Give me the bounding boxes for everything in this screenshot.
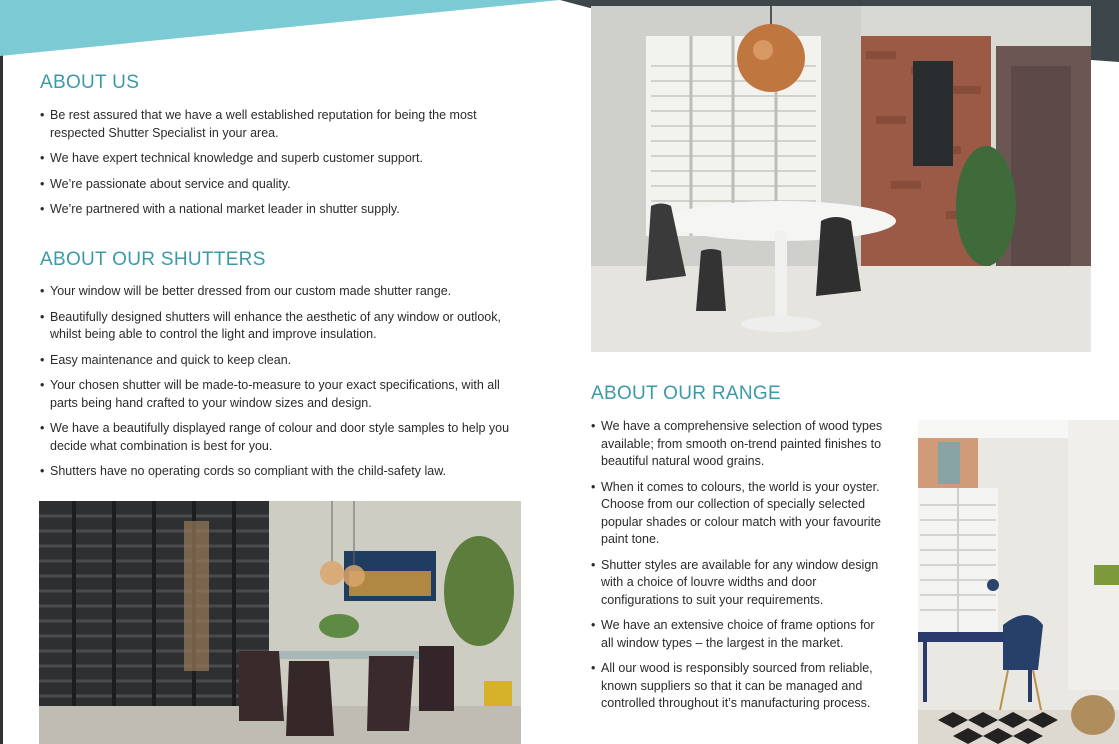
list-item: • Be rest assured that we have a well established reputation for being the most respected Shutter Specialist in your area. xyxy=(40,107,520,142)
page-left-border xyxy=(0,0,3,744)
about-shutters-list xyxy=(40,283,520,489)
list-item: • Your chosen shutter will be made-to-measure to your exact specifications, with all parts being hand crafted to your window sizes and design. xyxy=(40,377,520,412)
list-item: • We have an extensive choice of frame options for all window types – the largest in the market. xyxy=(591,617,889,652)
list-item: • Easy maintenance and quick to keep clean. xyxy=(40,352,520,370)
about-us-heading: ABOUT US xyxy=(40,72,140,93)
list-item: • When it comes to colours, the world is your oyster. Choose from our collection of specially selected popular shades or colour match with your favourite paint tone. xyxy=(591,479,889,549)
list-item: • Shutter styles are available for any window design with a choice of louvre widths and door configurations to suit your requirements. xyxy=(591,557,889,610)
study-white-shutters-photo xyxy=(918,420,1119,744)
about-us-list xyxy=(40,107,520,227)
dining-room-white-shutters-photo xyxy=(591,6,1091,352)
list-item: • All our wood is responsibly sourced from reliable, known suppliers so that it can be managed and controlled throughout it’s manufacturing process. xyxy=(591,660,889,713)
list-item: • We have a comprehensive selection of wood types available; from smooth on-trend painted finishes to beautiful natural wood grains. xyxy=(591,418,889,471)
list-item: • Shutters have no operating cords so compliant with the child-safety law. xyxy=(40,463,520,481)
list-item: • We have expert technical knowledge and superb customer support. xyxy=(40,150,520,168)
about-shutters-heading: ABOUT OUR SHUTTERS xyxy=(40,249,266,270)
about-range-list xyxy=(591,418,889,721)
list-item: • Beautifully designed shutters will enhance the aesthetic of any window or outlook, whilst being able to control the light and improve insulation. xyxy=(40,309,520,344)
about-range-heading: ABOUT OUR RANGE xyxy=(591,383,781,404)
list-item: • We have a beautifully displayed range of colour and door style samples to help you decide what combination is best for you. xyxy=(40,420,520,455)
list-item: • We’re passionate about service and quality. xyxy=(40,176,520,194)
list-item: • Your window will be better dressed from our custom made shutter range. xyxy=(40,283,520,301)
list-item: • We’re partnered with a national market leader in shutter supply. xyxy=(40,201,520,219)
dining-room-dark-shutters-photo xyxy=(39,501,521,744)
